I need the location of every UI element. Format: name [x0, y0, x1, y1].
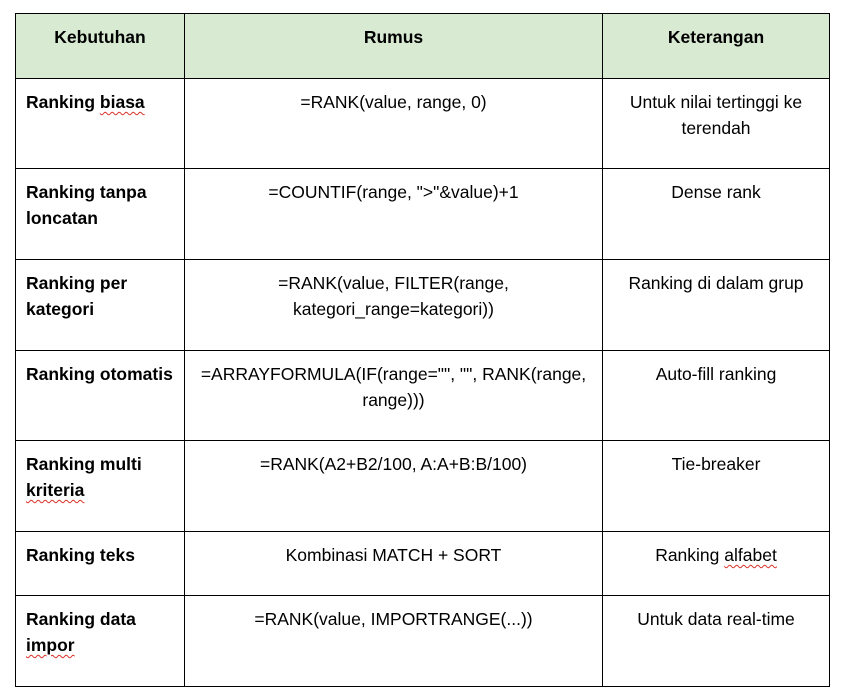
note-text-misspelled: alfabet — [724, 545, 777, 565]
table-row — [16, 441, 830, 532]
formula-cell: =COUNTIF(range, ">"&value)+1 — [185, 169, 603, 260]
note-cell — [603, 441, 830, 532]
formula-cell: =RANK(value, range, 0) — [185, 79, 603, 169]
need-cell — [16, 79, 185, 169]
note-text: Ranking di dalam grup — [628, 273, 804, 293]
formula-cell: =ARRAYFORMULA(IF(range="", "", RANK(range, range))) — [185, 351, 603, 441]
header-rumus: Rumus — [185, 14, 603, 79]
table-row — [16, 351, 830, 441]
need-text-misspelled: biasa — [99, 92, 145, 112]
need-cell — [16, 260, 185, 351]
note-text: Ranking — [655, 545, 725, 565]
need-cell — [16, 351, 185, 441]
header-kebutuhan: Kebutuhan — [16, 14, 185, 79]
formula-cell: =RANK(value, FILTER(range, kategori_range=kategori)) — [185, 260, 603, 351]
need-text-misspelled: kriteria — [26, 480, 85, 500]
note-cell — [603, 260, 830, 351]
need-text: Ranking tanpa loncatan — [26, 182, 147, 228]
note-text: Untuk nilai tertinggi ke terendah — [629, 92, 803, 138]
ranking-formula-table — [15, 13, 830, 687]
need-text-misspelled: impor — [26, 635, 75, 655]
need-cell — [16, 532, 185, 596]
need-text: Ranking data — [26, 609, 136, 629]
need-cell — [16, 441, 185, 532]
table-row — [16, 260, 830, 351]
table-row — [16, 79, 830, 169]
table-row — [16, 532, 830, 596]
need-text: Ranking per kategori — [26, 273, 128, 319]
note-text: Untuk data real-time — [637, 609, 795, 629]
table-row — [16, 596, 830, 687]
note-cell — [603, 596, 830, 687]
note-text: Dense rank — [671, 182, 761, 202]
note-text: Auto-fill ranking — [655, 364, 777, 384]
formula-cell: Kombinasi MATCH + SORT — [185, 532, 603, 596]
note-cell — [603, 169, 830, 260]
note-cell — [603, 79, 830, 169]
header-keterangan: Keterangan — [603, 14, 830, 79]
note-cell — [603, 351, 830, 441]
need-text: Ranking teks — [26, 545, 135, 565]
need-cell — [16, 596, 185, 687]
formula-cell: =RANK(A2+B2/100, A:A+B:B/100) — [185, 441, 603, 532]
need-text: Ranking otomatis — [26, 364, 173, 384]
note-cell — [603, 532, 830, 596]
need-text: Ranking multi — [26, 454, 142, 474]
need-cell — [16, 169, 185, 260]
need-text: Ranking — [26, 92, 100, 112]
table-row — [16, 169, 830, 260]
note-text: Tie-breaker — [671, 454, 761, 474]
formula-cell: =RANK(value, IMPORTRANGE(...)) — [185, 596, 603, 687]
header-row — [16, 14, 830, 79]
